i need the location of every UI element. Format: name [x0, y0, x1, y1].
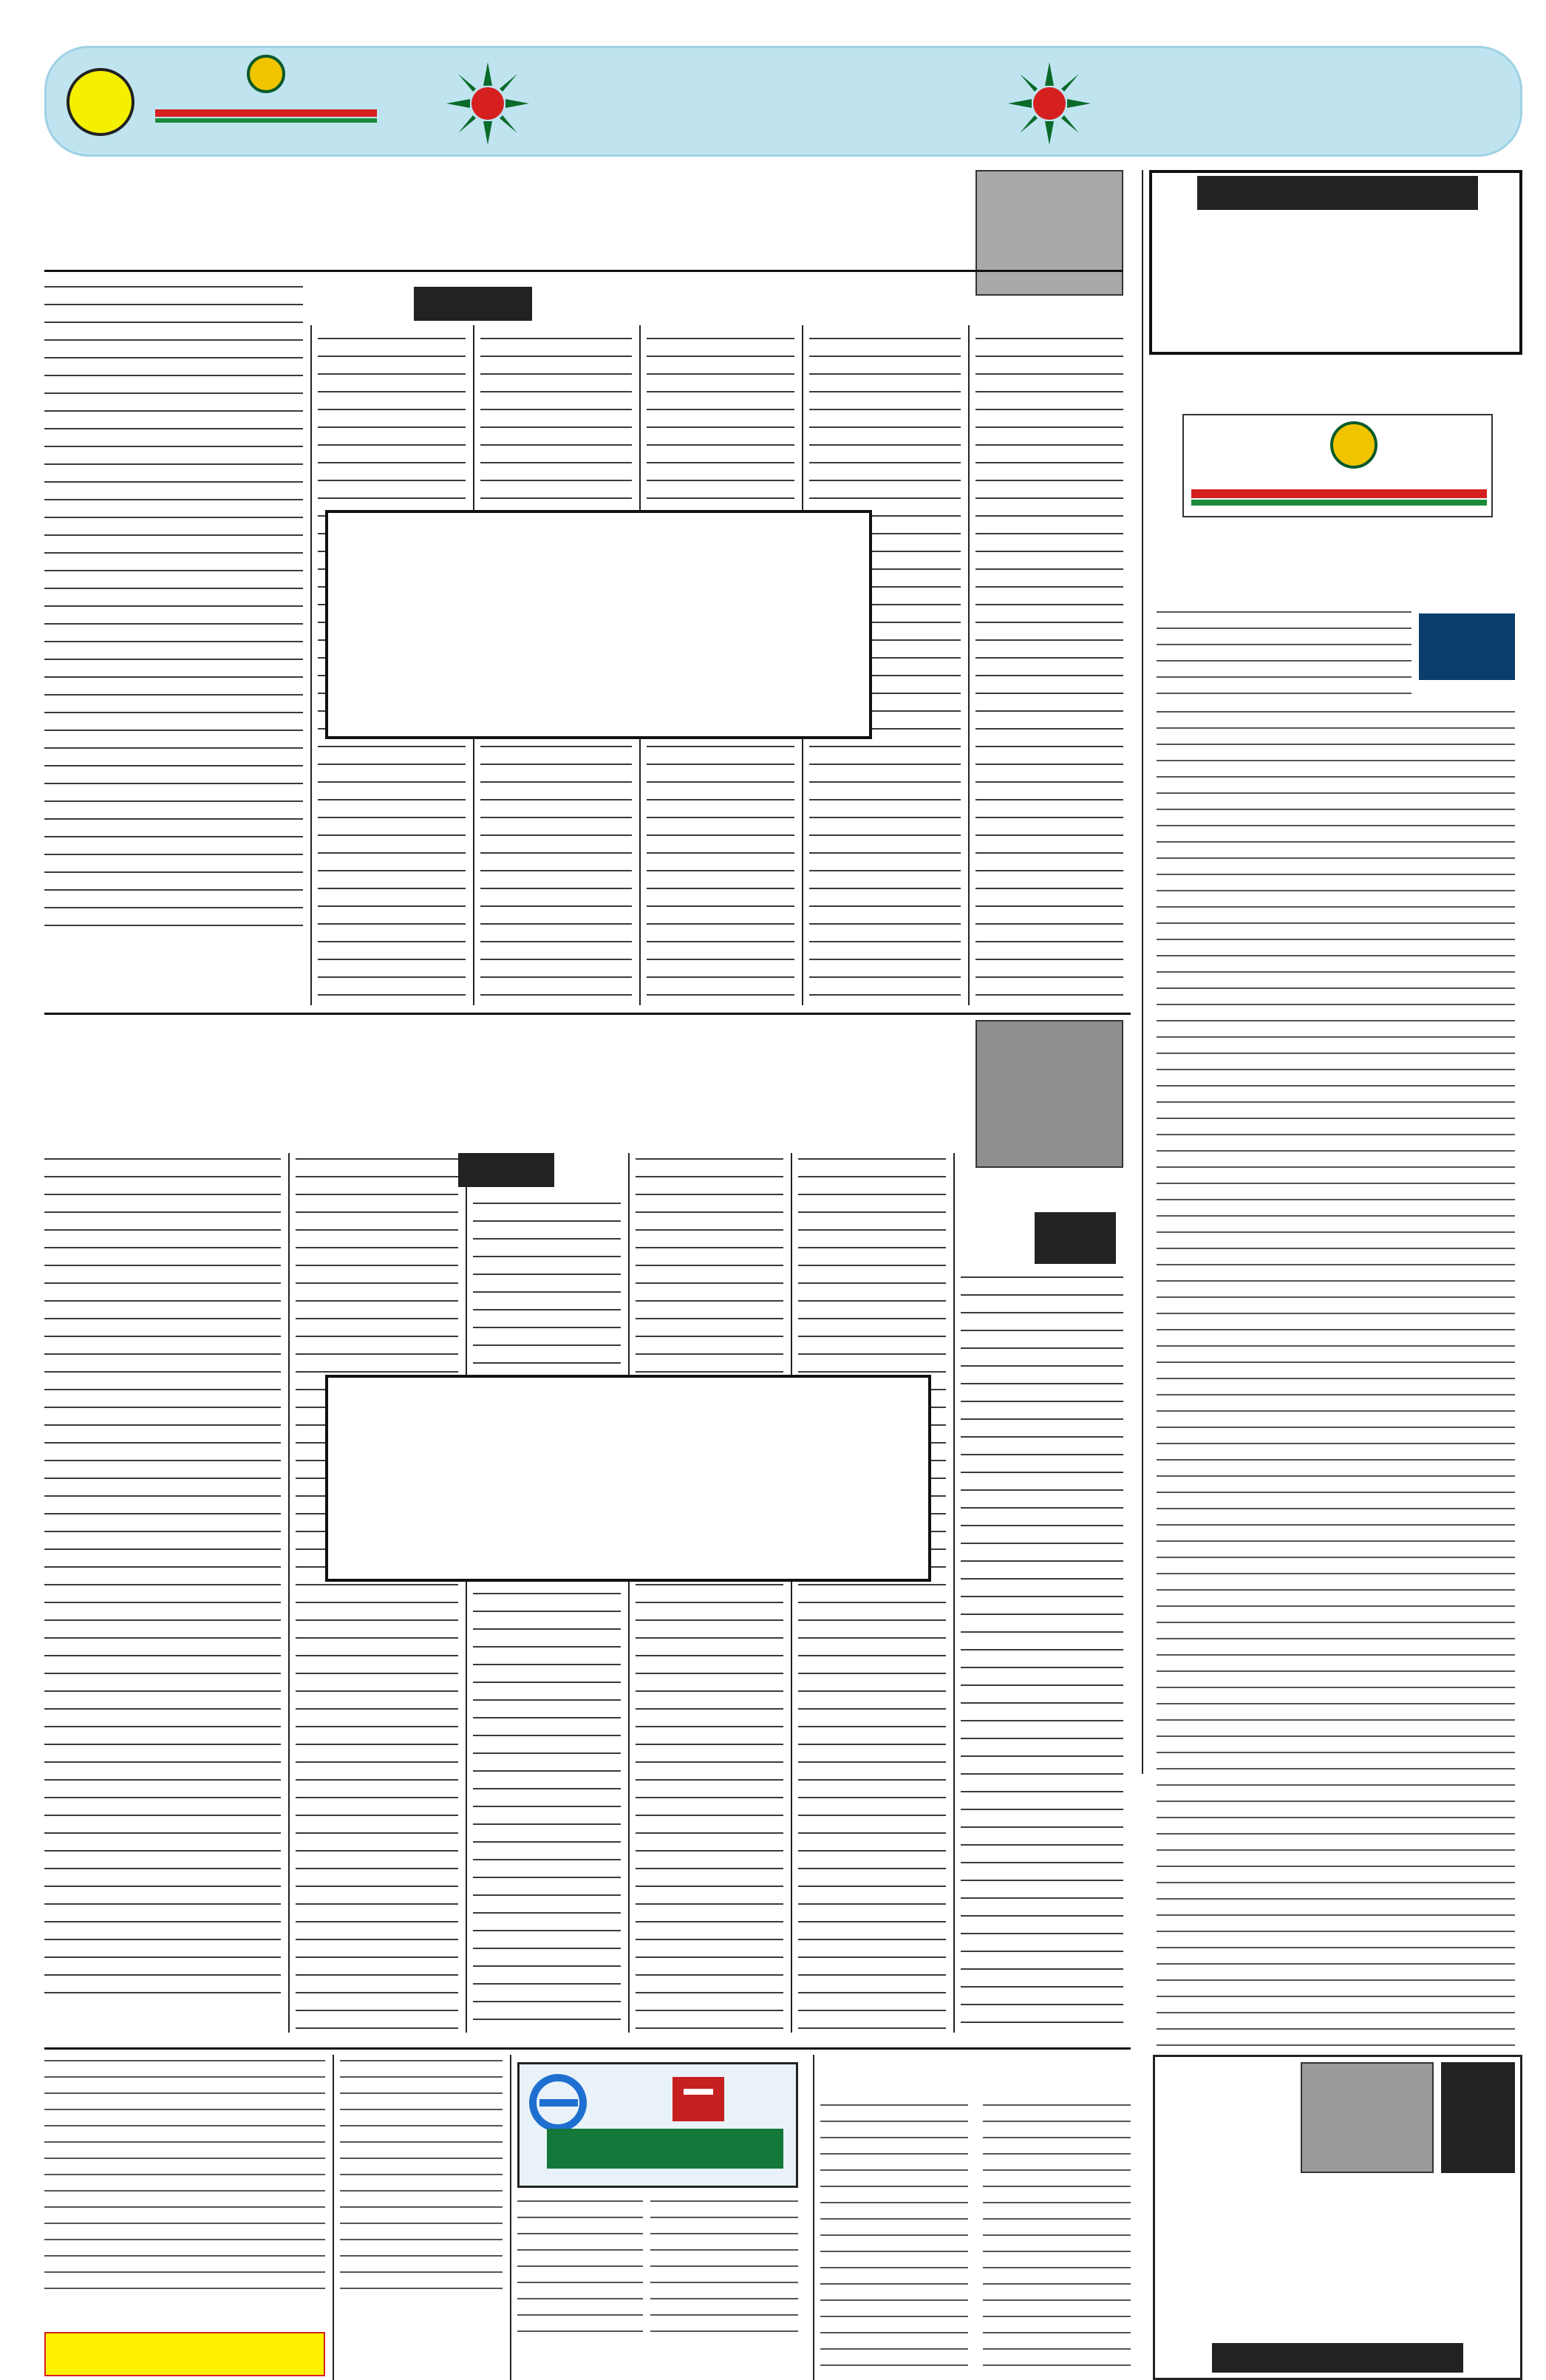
internet-icon	[525, 2070, 591, 2136]
divider	[288, 1153, 290, 2033]
page-number	[67, 68, 134, 136]
article2-column	[636, 1153, 783, 2033]
sunburst-icon-right	[1005, 59, 1094, 148]
divider	[333, 2055, 334, 2380]
divider	[466, 1153, 467, 2033]
article2-column	[44, 1153, 281, 1996]
mirror-author	[1212, 2343, 1463, 2373]
newspaper-logo	[148, 52, 384, 140]
editorial-notice	[44, 2332, 325, 2376]
divider	[1142, 170, 1143, 1774]
letter1-column	[517, 2195, 643, 2336]
divider	[310, 325, 312, 1005]
quotes-heading	[1197, 176, 1478, 210]
mailbox-icon	[665, 2070, 732, 2129]
article2-column	[961, 1271, 1123, 2033]
article1-pull-quote	[325, 510, 872, 739]
letter2-column	[340, 2055, 503, 2299]
sidebar-column	[1157, 706, 1515, 2269]
divider	[791, 1153, 792, 2033]
article2-column	[798, 1153, 946, 2033]
sidebar-tag	[1419, 613, 1515, 680]
divider	[510, 2055, 511, 2380]
sidebar-logo	[1182, 414, 1493, 517]
article2-tag-kuch	[1035, 1212, 1116, 1264]
mirror-poem	[1168, 2180, 1508, 2328]
sunburst-icon-left	[443, 59, 532, 148]
divider	[44, 1013, 1131, 1015]
mirror-label	[1441, 2062, 1515, 2173]
article2-pull-quote	[325, 1375, 931, 1582]
letter3-column	[983, 2099, 1131, 2373]
letters-title	[547, 2129, 783, 2169]
divider	[44, 2047, 1131, 2050]
divider	[953, 1153, 955, 2033]
article1-column	[975, 333, 1123, 1005]
letter2-column	[44, 2055, 325, 2291]
divider	[813, 2055, 814, 2380]
sidebar-column	[1157, 606, 1412, 702]
author-photo	[975, 1020, 1123, 1168]
logo-emblem	[148, 52, 384, 140]
divider	[44, 270, 1123, 272]
article2-column	[473, 1197, 621, 2033]
letter1-column	[650, 2195, 798, 2336]
author-photo	[975, 170, 1123, 296]
poet-photo	[1301, 2062, 1434, 2173]
letter3-column	[820, 2099, 968, 2373]
article2-column	[296, 1153, 458, 2033]
divider	[968, 325, 970, 1005]
article1-column	[44, 281, 303, 931]
article1-tag-jaiza	[414, 287, 532, 321]
divider	[628, 1153, 630, 2033]
